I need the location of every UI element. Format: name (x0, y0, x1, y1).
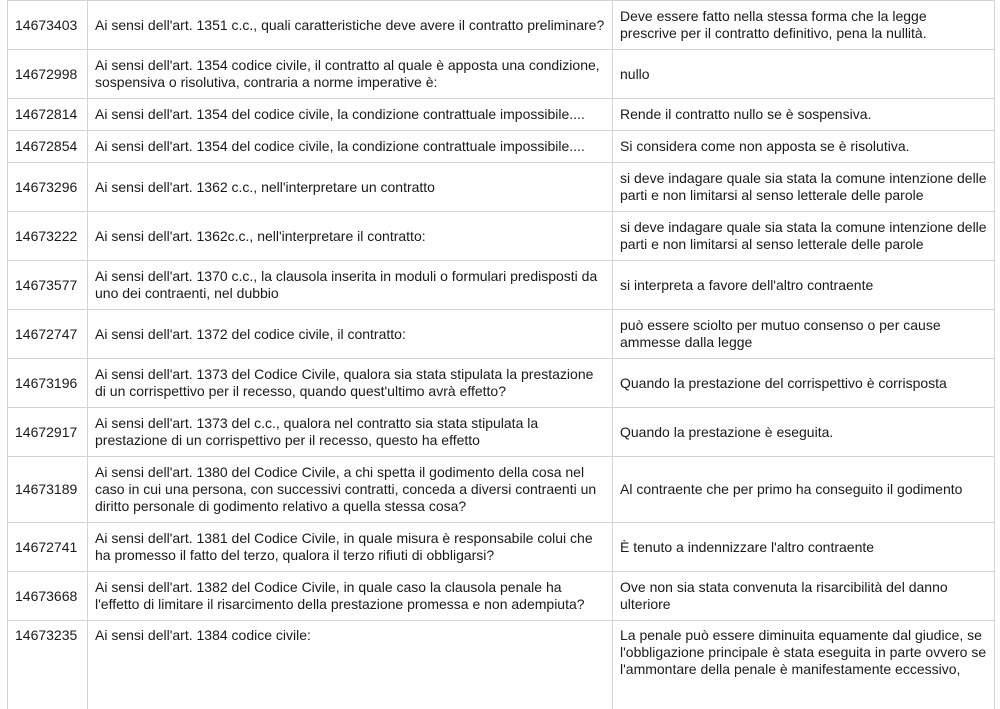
answer-text: Quando la prestazione è eseguita. (613, 408, 995, 457)
question-id: 14673189 (8, 457, 88, 523)
question-text: Ai sensi dell'art. 1380 del Codice Civile, a chi spetta il godimento della cosa nel caso in cui una persona, con successivi contratti, conceda a diversi contraenti un diritto personale di godimento relativo a quella stessa cosa? (88, 457, 613, 523)
question-id: 14673296 (8, 163, 88, 212)
question-text: Ai sensi dell'art. 1382 del Codice Civile, in quale caso la clausola penale ha l'effetto di limitare il risarcimento della prestazione promessa e non adempiuta? (88, 572, 613, 621)
question-id: 14672741 (8, 523, 88, 572)
answer-text: La penale può essere diminuita equamente dal giudice, se l'obbligazione principale è stata eseguita in parte ovvero se l'ammontare della penale è manifestamente eccessivo, (613, 621, 995, 709)
table-row (8, 523, 995, 572)
answer-text: Rende il contratto nullo se è sospensiva. (613, 99, 995, 131)
table-row (8, 359, 995, 408)
qa-table-body (8, 1, 995, 709)
answer-text: nullo (613, 50, 995, 99)
table-row (8, 163, 995, 212)
table-row (8, 50, 995, 99)
table-row (8, 408, 995, 457)
question-text: Ai sensi dell'art. 1373 del c.c., qualora nel contratto sia stata stipulata la prestazione di un corrispettivo per il recesso, questo ha effetto (88, 408, 613, 457)
answer-text: È tenuto a indennizzare l'altro contraente (613, 523, 995, 572)
question-id: 14673577 (8, 261, 88, 310)
question-id: 14672814 (8, 99, 88, 131)
question-id: 14673668 (8, 572, 88, 621)
table-row (8, 99, 995, 131)
question-id: 14672854 (8, 131, 88, 163)
table-row (8, 457, 995, 523)
answer-text: può essere sciolto per mutuo consenso o per cause ammesse dalla legge (613, 310, 995, 359)
table-row (8, 572, 995, 621)
question-text: Ai sensi dell'art. 1370 c.c., la clausola inserita in moduli o formulari predisposti da uno dei contraenti, nel dubbio (88, 261, 613, 310)
question-id: 14673235 (8, 621, 88, 709)
question-text: Ai sensi dell'art. 1362 c.c., nell'interpretare un contratto (88, 163, 613, 212)
answer-text: si deve indagare quale sia stata la comune intenzione delle parti e non limitarsi al senso letterale delle parole (613, 212, 995, 261)
table-row (8, 1, 995, 50)
question-text: Ai sensi dell'art. 1354 del codice civile, la condizione contrattuale impossibile.... (88, 131, 613, 163)
question-text: Ai sensi dell'art. 1384 codice civile: (88, 621, 613, 709)
question-text: Ai sensi dell'art. 1372 del codice civile, il contratto: (88, 310, 613, 359)
question-text: Ai sensi dell'art. 1354 codice civile, il contratto al quale è apposta una condizione, sospensiva o risolutiva, contraria a norme imperative è: (88, 50, 613, 99)
table-row (8, 621, 995, 709)
question-text: Ai sensi dell'art. 1362c.c., nell'interpretare il contratto: (88, 212, 613, 261)
question-id: 14672917 (8, 408, 88, 457)
answer-text: Al contraente che per primo ha conseguito il godimento (613, 457, 995, 523)
question-id: 14673196 (8, 359, 88, 408)
question-id: 14672998 (8, 50, 88, 99)
answer-text: Deve essere fatto nella stessa forma che la legge prescrive per il contratto definitivo, pena la nullità. (613, 1, 995, 50)
question-text: Ai sensi dell'art. 1354 del codice civile, la condizione contrattuale impossibile.... (88, 99, 613, 131)
answer-text: Ove non sia stata convenuta la risarcibilità del danno ulteriore (613, 572, 995, 621)
question-text: Ai sensi dell'art. 1373 del Codice Civile, qualora sia stata stipulata la prestazione di un corrispettivo per il recesso, quando quest'ultimo avrà effetto? (88, 359, 613, 408)
question-text: Ai sensi dell'art. 1381 del Codice Civile, in quale misura è responsabile colui che ha promesso il fatto del terzo, qualora il terzo rifiuti di obbligarsi? (88, 523, 613, 572)
answer-text: Si considera come non apposta se è risolutiva. (613, 131, 995, 163)
question-id: 14672747 (8, 310, 88, 359)
table-row (8, 212, 995, 261)
table-row (8, 131, 995, 163)
answer-text: Quando la prestazione del corrispettivo è corrisposta (613, 359, 995, 408)
answer-text: si deve indagare quale sia stata la comune intenzione delle parti e non limitarsi al senso letterale delle parole (613, 163, 995, 212)
table-row (8, 261, 995, 310)
answer-text: si interpreta a favore dell'altro contraente (613, 261, 995, 310)
question-id: 14673403 (8, 1, 88, 50)
question-id: 14673222 (8, 212, 88, 261)
qa-table (7, 0, 995, 709)
question-text: Ai sensi dell'art. 1351 c.c., quali caratteristiche deve avere il contratto preliminare? (88, 1, 613, 50)
table-row (8, 310, 995, 359)
